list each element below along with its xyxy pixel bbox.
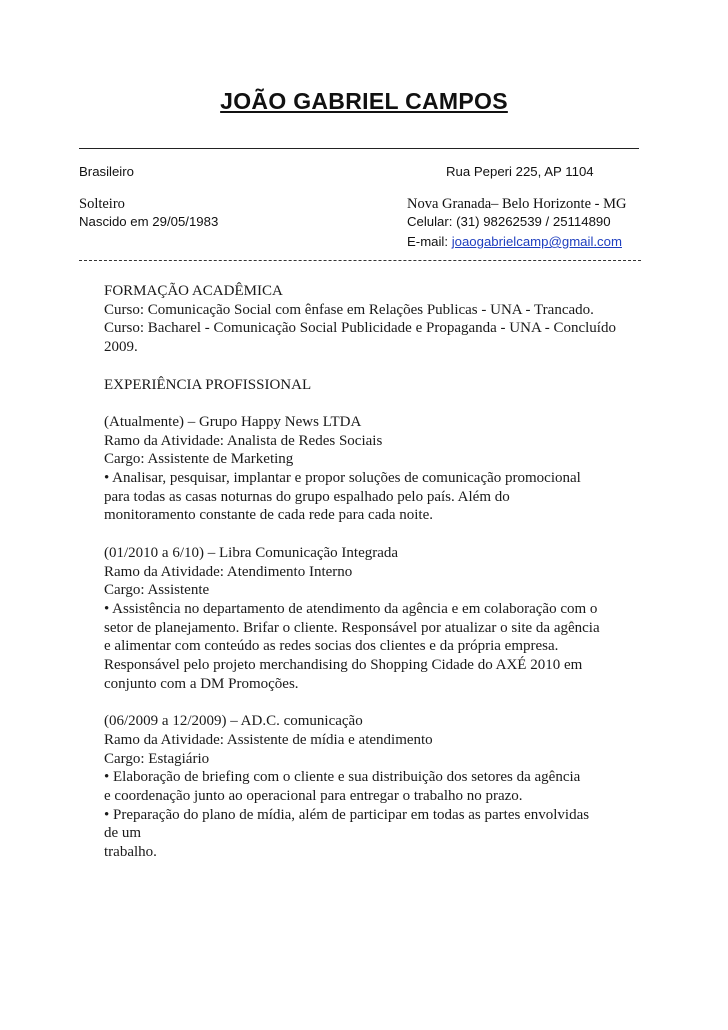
job-description-line: • Analisar, pesquisar, implantar e propor soluções de comunicação promocional: [104, 470, 581, 486]
address-line-1: Rua Peperi 225, AP 1104: [446, 164, 594, 179]
job-description-line: de um: [104, 825, 142, 842]
job-role: Cargo: Estagiário: [104, 750, 210, 767]
education-heading: FORMAÇÃO ACADÊMICA: [104, 283, 283, 299]
job-description-line: trabalho.: [104, 844, 157, 861]
education-line: Curso: Bacharel - Comunicação Social Publicidade e Propaganda - UNA - Concluído: [104, 320, 616, 337]
email-link[interactable]: joaogabrielcamp@gmail.com: [451, 234, 622, 249]
job-description-line: para todas as casas noturnas do grupo espalhado pelo país. Além do: [104, 488, 510, 505]
job-title: (01/2010 a 6/10) – Libra Comunicação Integrada: [104, 544, 399, 561]
education-line: 2009.: [104, 339, 138, 356]
job-description-line: • Assistência no departamento de atendimento da agência e em colaboração com o: [104, 600, 598, 617]
experience-section: [104, 376, 634, 862]
job-role: Cargo: Assistente: [104, 582, 210, 599]
address-line-2: Nova Granada– Belo Horizonte - MG: [407, 196, 627, 212]
job-title: (06/2009 a 12/2009) – AD.C. comunicação: [104, 713, 363, 730]
job-entry: [104, 712, 634, 862]
resume-name: JOÃO GABRIEL CAMPOS: [220, 88, 508, 114]
header-top-divider: [79, 148, 639, 149]
header-bottom-divider: [79, 260, 641, 261]
phone: Celular: (31) 98262539 / 25114890: [407, 214, 611, 229]
job-role: Cargo: Assistente de Marketing: [104, 451, 294, 468]
job-description-line: Responsável pelo projeto merchandising do Shopping Cidade do AXÉ 2010 em: [104, 657, 583, 674]
job-description-line: conjunto com a DM Promoções.: [104, 675, 299, 692]
experience-heading: EXPERIÊNCIA PROFISSIONAL: [104, 376, 312, 393]
nationality: Brasileiro: [79, 164, 134, 179]
marital-status: Solteiro: [79, 196, 125, 212]
job-description-line: • Elaboração de briefing com o cliente e sua distribuição dos setores da agência: [104, 769, 581, 786]
job-title: (Atualmente) – Grupo Happy News LTDA: [104, 413, 362, 430]
job-area: Ramo da Atividade: Analista de Redes Sociais: [104, 432, 383, 449]
job-description-line: e coordenação junto ao operacional para entregar o trabalho no prazo.: [104, 787, 523, 804]
email-line: [407, 234, 622, 250]
job-area: Ramo da Atividade: Atendimento Interno: [104, 563, 353, 580]
email-label: E-mail:: [407, 234, 452, 249]
job-description-line: monitoramento constante de cada rede para cada noite.: [104, 507, 434, 524]
job-entry: [104, 413, 634, 525]
education-section: [104, 282, 634, 357]
job-description-line: • Preparação do plano de mídia, além de participar em todas as partes envolvidas: [104, 806, 590, 823]
job-description-line: setor de planejamento. Brifar o cliente. Responsável por atualizar o site da agência: [104, 619, 600, 636]
job-area: Ramo da Atividade: Assistente de mídia e atendimento: [104, 731, 433, 748]
birth-date: Nascido em 29/05/1983: [79, 214, 219, 229]
resume-body: [104, 282, 634, 862]
job-description-line: e alimentar com conteúdo as redes socias dos clientes e da própria empresa.: [104, 638, 559, 655]
job-entry: [104, 544, 634, 694]
education-line: Curso: Comunicação Social com ênfase em Relações Publicas - UNA - Trancado.: [104, 301, 594, 318]
